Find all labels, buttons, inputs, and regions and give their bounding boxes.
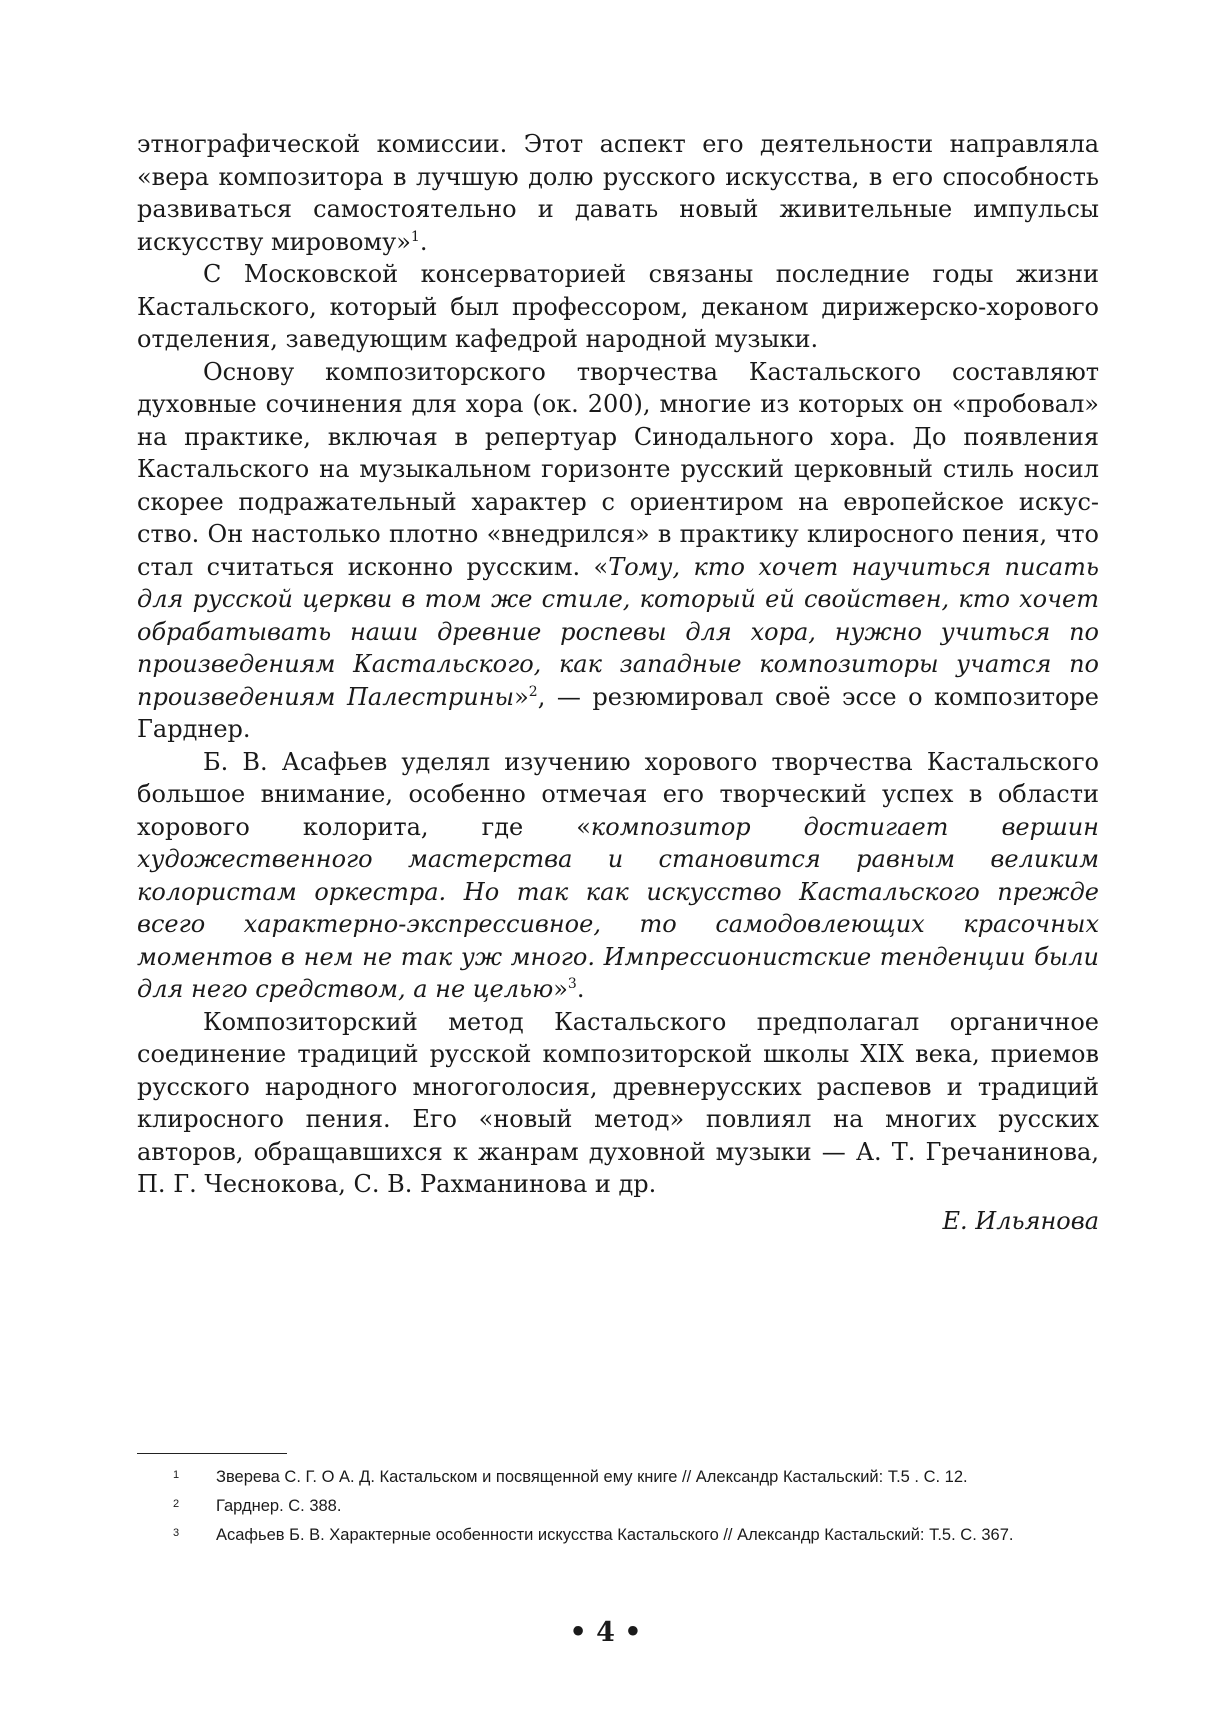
footnote-number: 1 <box>173 1469 180 1481</box>
paragraph-4 <box>137 746 1099 1006</box>
paragraph-2: С Московской консерваторией связаны последние годы жизни Кастальского, который был профессором, деканом дирижерско-хорового отделения, заведующим кафедрой народной музыки. <box>137 260 1099 353</box>
paragraph-3-end: , — резюмировал своё эссе о композиторе Гарднер. <box>137 682 1099 743</box>
paragraph-3-text: Основу композиторского творчества Кастальского составляют духовные сочинения для хора (ок. 200), многие из которых он «пробовал» на практике, включая в репертуар Синодального хора. До появления Кастальского на музыкальном горизонте русский церковный стиль носил скорее подражательный характер с ориентиром на европейское искусство. Он настолько плотно «внедрился» в практику клиросного пения, что стал считаться исконно русским. « <box>137 357 1099 581</box>
footnote-1 <box>137 1463 1099 1492</box>
footnote-ref-3: 3 <box>567 976 577 992</box>
paragraph-4-text: Б. В. Асафьев уделял изучению хорового творчества Кастальского большое внимание, особенно отмечая его творческий успех в области хорового колорита, где « <box>137 747 1099 841</box>
footnote-ref-1: 1 <box>410 228 420 245</box>
paragraph-1-text: этнографической комиссии. Этот аспект его деятельности направляла «вера композитора в лучшую долю русского искусства, в его способность развиваться самостоятельно и давать новый живительные импульсы искусству мировому» <box>137 130 1099 256</box>
paragraph-4-quote: композитор достигает вершин художественного мастерства и становится равным великим колористам оркестра. Но так как искусство Кастальского прежде всего характерно-экспрессивное, то самодовлеющих красочных моментов в нем не так уж много. Импрессионистские тенденции были для него средством, а не целью <box>137 812 1099 1003</box>
main-text <box>137 128 1099 1237</box>
page-number: • 4 • <box>569 1617 642 1648</box>
paragraph-4-end: . <box>576 975 585 1003</box>
paragraph-3 <box>137 356 1099 746</box>
paragraph-5: Композиторский метод Кастальского предполагал органичное соединение традиций русской композиторской школы XIX века, приемов русского народного многоголосия, древнерусских распевов и традиций клиросного пения. Его «новый метод» повлиял на многих русских авторов, обращавшихся к жанрам духовной музыки — А. Т. Гречанинова, П. Г. Чеснокова, С. В. Рахманинова и др. <box>137 1007 1099 1198</box>
footnote-3 <box>137 1521 1099 1550</box>
footnote-text: Зверева С. Г. О А. Д. Кастальском и посвященной ему книге // Александр Кастальский: Т.5 . С. 12. <box>216 1468 968 1486</box>
footnotes <box>137 1463 1099 1550</box>
paragraph-1-end: . <box>419 227 428 256</box>
paragraph-4-quote-close: » <box>553 975 568 1003</box>
footnote-number: 2 <box>173 1498 180 1510</box>
paragraph-3-quote-close: » <box>514 682 529 711</box>
footnote-text: Гарднер. С. 388. <box>216 1497 342 1515</box>
footnote-2 <box>137 1492 1099 1521</box>
footnote-number: 3 <box>173 1527 180 1539</box>
paragraph-1 <box>137 128 1099 258</box>
paragraph-3-quote: Тому, кто хочет научиться писать для русской церкви в том же стиле, который ей свойствен, кто хочет обрабатывать наши древние роспевы для хора, нужно учиться по произведениям Кастальского, как западные композиторы учатся по произведениям Палестрины <box>137 552 1099 711</box>
footnote-ref-2: 2 <box>528 683 538 700</box>
footnote-text: Асафьев Б. В. Характерные особенности искусства Кастальского // Александр Кастальский: Т.5. С. 367. <box>216 1526 1014 1544</box>
author-signature: Е. Ильянова <box>942 1206 1099 1235</box>
footnote-divider <box>137 1453 287 1454</box>
